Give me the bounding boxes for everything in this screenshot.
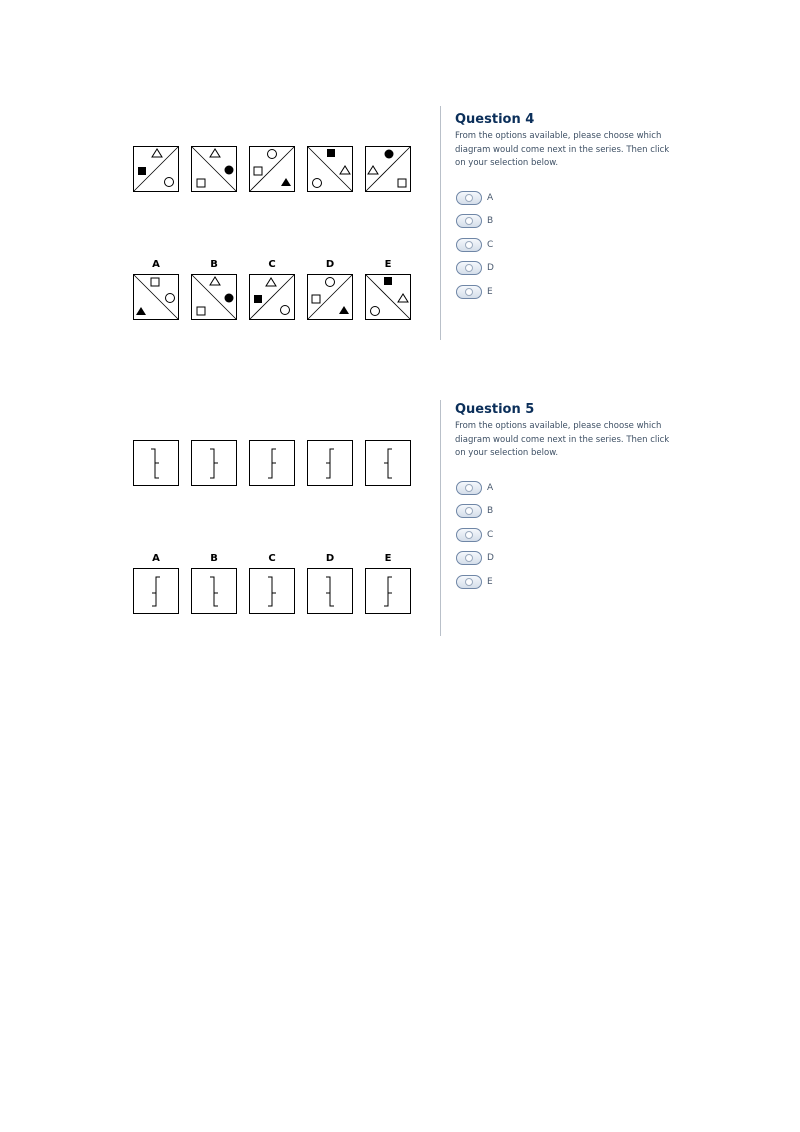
q5-radio-e[interactable] bbox=[456, 570, 556, 594]
q5-answer-options bbox=[456, 476, 556, 594]
radio-button-icon[interactable] bbox=[456, 528, 482, 542]
q5-instructions: From the options available, please choose which diagram would come next in the series. Then click on your selection below. bbox=[455, 421, 670, 458]
q4-sequence-diagram-2 bbox=[191, 146, 237, 192]
q4-radio-b-label: B bbox=[487, 216, 494, 227]
q5-radio-d-label: D bbox=[487, 553, 494, 564]
q4-title: Question 4 bbox=[455, 112, 535, 127]
q4-option-b-diagram bbox=[191, 259, 237, 320]
q4-divider bbox=[440, 106, 441, 340]
q5-divider bbox=[440, 400, 441, 636]
q5-option-e-label: E bbox=[384, 553, 392, 564]
q5-option-d-label: D bbox=[325, 553, 335, 564]
q4-instructions: From the options available, please choose which diagram would come next in the series. Then click on your selection below. bbox=[455, 131, 670, 168]
radio-button-icon[interactable] bbox=[456, 191, 482, 205]
q5-radio-a-label: A bbox=[487, 482, 494, 493]
q4-option-e-label: E bbox=[384, 259, 392, 270]
q4-option-c-diagram bbox=[249, 259, 295, 320]
q5-radio-d[interactable] bbox=[456, 547, 556, 571]
q4-radio-a-label: A bbox=[487, 192, 494, 203]
q4-radio-a[interactable] bbox=[456, 186, 556, 210]
q4-options-row bbox=[133, 259, 423, 322]
q4-radio-c-label: C bbox=[487, 239, 494, 250]
radio-button-icon[interactable] bbox=[456, 261, 482, 275]
question-5-section bbox=[0, 395, 800, 640]
q5-radio-b-label: B bbox=[487, 506, 494, 517]
q5-option-e-diagram bbox=[365, 553, 411, 614]
q4-radio-d[interactable] bbox=[456, 257, 556, 281]
q4-answer-options bbox=[456, 186, 556, 304]
q5-sequence-diagram-3 bbox=[249, 440, 295, 486]
q4-option-a-label: A bbox=[152, 259, 160, 270]
q4-option-e-diagram bbox=[365, 259, 411, 320]
q5-radio-e-label: E bbox=[487, 576, 493, 587]
q4-radio-e[interactable] bbox=[456, 280, 556, 304]
q4-option-c-label: C bbox=[268, 259, 276, 270]
q5-sequence-diagram-5 bbox=[365, 440, 411, 486]
q5-option-c-label: C bbox=[268, 553, 276, 564]
q5-sequence-diagram-2 bbox=[191, 440, 237, 486]
q4-radio-b[interactable] bbox=[456, 210, 556, 234]
q5-sequence-diagram-4 bbox=[307, 440, 353, 486]
q5-radio-b[interactable] bbox=[456, 500, 556, 524]
q5-title: Question 5 bbox=[455, 402, 535, 417]
q5-radio-c-label: C bbox=[487, 529, 494, 540]
question-4-section bbox=[0, 100, 800, 345]
q5-radio-a[interactable] bbox=[456, 476, 556, 500]
q4-sequence-diagram-4 bbox=[307, 146, 353, 192]
q4-option-b-label: B bbox=[210, 259, 218, 270]
q4-sequence-diagram-5 bbox=[365, 146, 411, 192]
q5-text-block bbox=[455, 402, 695, 461]
q4-option-a-diagram bbox=[133, 259, 179, 320]
q4-option-d-label: D bbox=[325, 259, 335, 270]
q4-sequence-diagram-3 bbox=[249, 146, 295, 192]
q4-radio-c[interactable] bbox=[456, 233, 556, 257]
q5-radio-c[interactable] bbox=[456, 523, 556, 547]
radio-button-icon[interactable] bbox=[456, 214, 482, 228]
radio-button-icon[interactable] bbox=[456, 481, 482, 495]
q5-option-c-diagram bbox=[249, 553, 295, 614]
radio-button-icon[interactable] bbox=[456, 551, 482, 565]
q5-options-row bbox=[133, 553, 423, 616]
q5-option-d-diagram bbox=[307, 553, 353, 614]
q4-radio-d-label: D bbox=[487, 263, 494, 274]
q5-sequence-diagram-1 bbox=[133, 440, 179, 486]
radio-button-icon[interactable] bbox=[456, 575, 482, 589]
radio-button-icon[interactable] bbox=[456, 238, 482, 252]
radio-button-icon[interactable] bbox=[456, 285, 482, 299]
q4-option-d-diagram bbox=[307, 259, 353, 320]
q4-sequence-row bbox=[133, 146, 423, 194]
q5-option-b-diagram bbox=[191, 553, 237, 614]
q5-option-a-diagram bbox=[133, 553, 179, 614]
q5-option-a-label: A bbox=[152, 553, 160, 564]
q5-option-b-label: B bbox=[210, 553, 218, 564]
q4-radio-e-label: E bbox=[487, 286, 493, 297]
q4-sequence-diagram-1 bbox=[133, 146, 179, 192]
q4-text-block bbox=[455, 112, 695, 171]
radio-button-icon[interactable] bbox=[456, 504, 482, 518]
q5-sequence-row bbox=[133, 440, 423, 488]
